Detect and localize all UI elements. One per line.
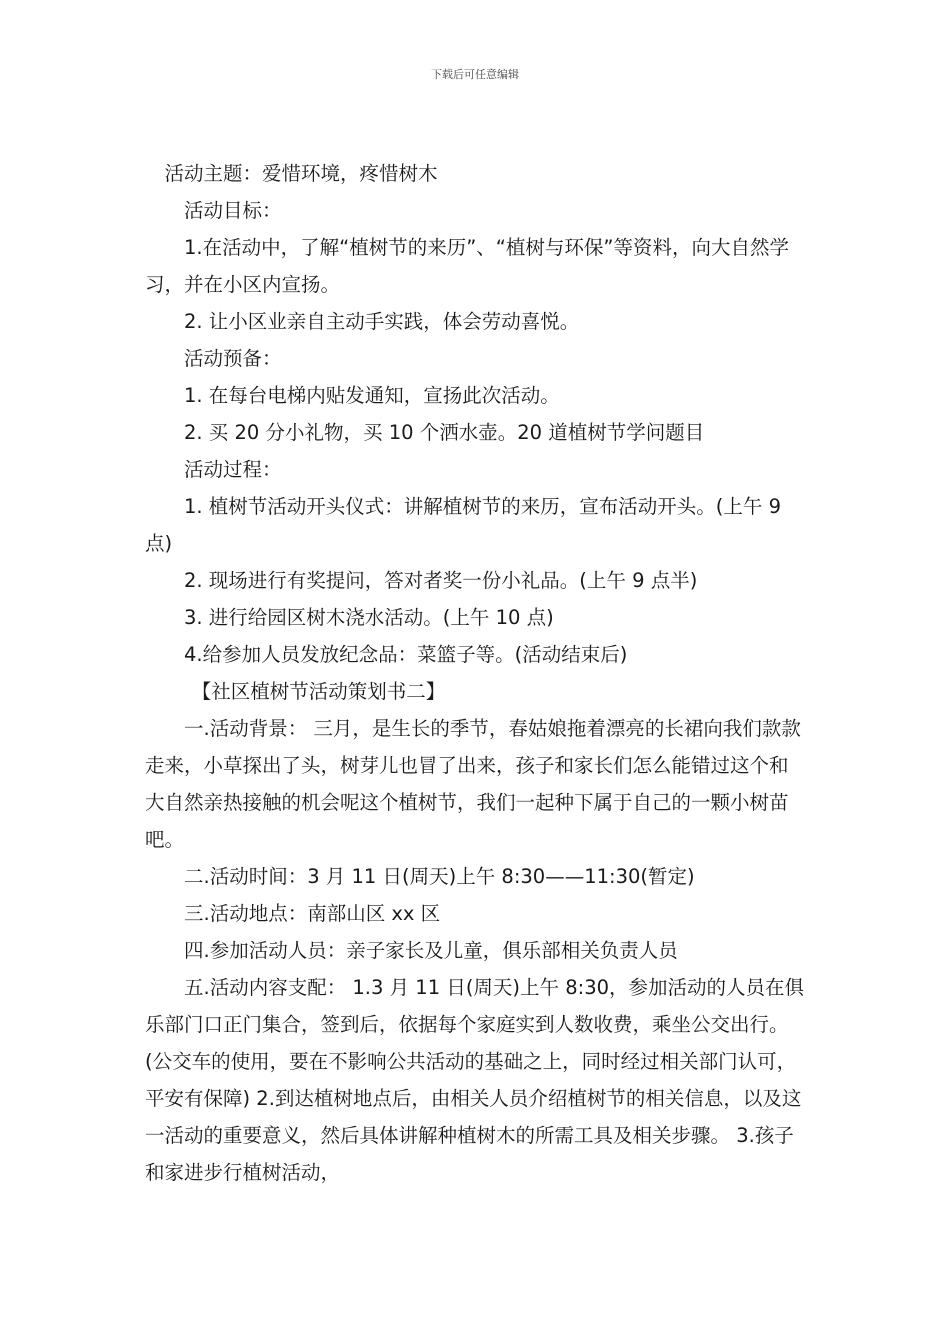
preparation-item-1: 1. 在每台电梯内贴发通知，宣扬此次活动。 [184,384,560,407]
preparation-heading: 活动预备： [184,347,282,370]
activity-time: 二.活动时间：3 月 11 日(周天)上午 8:30——11:30(暂定) [184,865,695,888]
process-item-1: 1. 植树节活动开头仪式：讲解植树节的来历，宣布活动开头。(上午 9 点) [145,495,782,555]
page-header: 下载后可任意编辑 [431,68,519,81]
process-item-4: 4.给参加人员发放纪念品：菜篮子等。(活动结束后) [184,643,628,666]
document-body [145,155,805,1191]
background-paragraph: 一.活动背景： 三月，是生长的季节，春姑娘拖着漂亮的长裙向我们款款走来，小草探出了头，树芽儿也冒了出来，孩子和家长们怎么能错过这个和大自然亲热接触的机会呢这个植树节，我们一起种下属于自己的一颗小树苗吧。 [145,717,801,851]
activity-goal-heading: 活动目标： [184,199,282,222]
goal-item-1: 1.在活动中，了解“植树节的来历”、“植树与环保”等资料，向大自然学习，并在小区内宣扬。 [145,236,790,296]
process-item-3: 3. 进行给园区树木浇水活动。(上午 10 点) [184,606,554,629]
process-item-2: 2. 现场进行有奖提问，答对者奖一份小礼品。(上午 9 点半) [184,569,698,592]
preparation-item-2: 2. 买 20 分小礼物，买 10 个洒水壶。20 道植树节学问题目 [184,421,705,444]
section-title-2: 【社区植树节活动策划书二】 [191,680,446,703]
process-heading: 活动过程： [184,458,282,481]
activity-theme: 活动主题：爱惜环境，疼惜树木 [164,162,438,185]
participants: 四.参加活动人员：亲子家长及儿童，俱乐部相关负责人员 [184,939,678,962]
content-arrangement: 五.活动内容支配： 1.3 月 11 日(周天)上午 8:30，参加活动的人员在俱乐部门口正门集合，签到后，依据每个家庭实到人数收费，乘坐公交出行。(公交车的使用，要在不影响公共活动的基础之上，同时经过相关部门认可，平安有保障) 2.到达植树地点后，由相关人员介绍植树节的相关信息，以及这一活动的重要意义，然后具体讲解种植树木的所需工具及相关步骤。 3.孩子和家进步行植树活动， [145,976,805,1184]
activity-location: 三.活动地点：南部山区 xx 区 [184,902,441,925]
goal-item-2: 2. 让小区业亲自主动手实践，体会劳动喜悦。 [184,310,580,333]
